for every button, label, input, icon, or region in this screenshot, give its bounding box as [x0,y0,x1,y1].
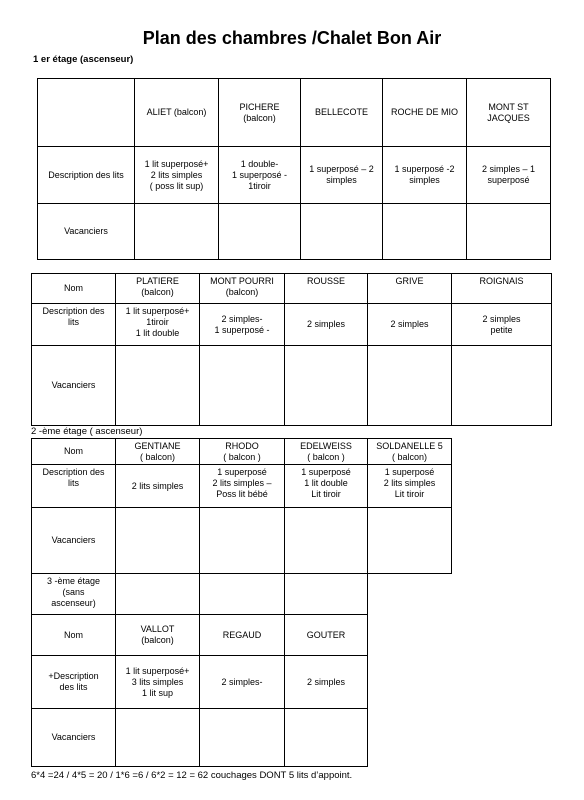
vacanciers-cell[interactable] [368,508,452,574]
row-header: Description des lits [32,304,116,346]
table-row [38,204,551,260]
footer-total: 6*4 =24 / 4*5 = 20 / 1*6 =6 / 6*2 = 12 = 62 couchages DONT 5 lits d’appoint. [31,770,353,781]
room-name: REGAUD [200,615,285,656]
table-row [32,615,452,656]
table-cell [200,574,285,615]
vacanciers-cell[interactable] [135,204,219,260]
room-name: BELLECOTE [301,79,383,147]
vacanciers-cell[interactable] [200,346,285,426]
bed-description: 1 superposé 2 lits simples Lit tiroir [368,465,452,508]
vacanciers-cell[interactable] [452,346,552,426]
bed-description: 1 lit superposé+ 2 lits simples ( poss lit sup) [135,147,219,204]
bed-description: 2 simples – 1 superposé [467,147,551,204]
bed-description: 1 superposé 1 lit double Lit tiroir [285,465,368,508]
table-row [32,709,452,767]
room-name: EDELWEISS ( balcon ) [285,439,368,465]
bed-description: 2 simples petite [452,304,552,346]
row-header: Vacanciers [32,346,116,426]
bed-description: 1 superposé – 2 simples [301,147,383,204]
row-header: Description des lits [38,147,135,204]
floor3-label: 3 -ème étage (sans ascenseur) [32,574,116,615]
bed-description: 1 lit superposé+ 3 lits simples 1 lit sup [116,656,200,709]
bed-description: 2 simples [368,304,452,346]
vacanciers-cell[interactable] [368,346,452,426]
vacanciers-cell[interactable] [200,508,285,574]
room-name: GOUTER [285,615,368,656]
table-row [38,147,551,204]
row-header: Description des lits [32,465,116,508]
row-header: +Description des lits [32,656,116,709]
bed-description: 2 simples [285,304,368,346]
floor1b-table [31,273,552,426]
bed-description: 2 simples [285,656,368,709]
floor1-label: 1 er étage (ascenseur) [33,54,134,65]
table-row [32,656,452,709]
table-cell [368,574,452,615]
row-header: Nom [32,615,116,656]
table-row [32,508,452,574]
table-cell [368,709,452,767]
bed-description: 1 double- 1 superposé - 1tiroir [219,147,301,204]
bed-description: 1 lit superposé+ 1tiroir 1 lit double [116,304,200,346]
bed-description: 1 superposé -2 simples [383,147,467,204]
row-header: Vacanciers [38,204,135,260]
table-row [32,439,452,465]
table-row [32,346,552,426]
room-name: PLATIERE (balcon) [116,274,200,304]
bed-description: 2 lits simples [116,465,200,508]
row-header: Vacanciers [32,709,116,767]
vacanciers-cell[interactable] [285,346,368,426]
vacanciers-cell[interactable] [467,204,551,260]
room-name: ROIGNAIS [452,274,552,304]
table-row [32,304,552,346]
room-name: GENTIANE ( balcon) [116,439,200,465]
table-cell [38,79,135,147]
table-cell [285,574,368,615]
vacanciers-cell[interactable] [383,204,467,260]
room-name: ALIET (balcon) [135,79,219,147]
bed-description: 2 simples- [200,656,285,709]
table-row [32,274,552,304]
row-header: Nom [32,274,116,304]
table-cell [116,574,200,615]
vacanciers-cell[interactable] [219,204,301,260]
table-row [32,465,452,508]
vacanciers-cell[interactable] [285,709,368,767]
vacanciers-cell[interactable] [301,204,383,260]
row-header: Nom [32,439,116,465]
room-name: GRIVE [368,274,452,304]
bed-description: 2 simples- 1 superposé - [200,304,285,346]
vacanciers-cell[interactable] [116,709,200,767]
room-name: VALLOT (balcon) [116,615,200,656]
room-name: SOLDANELLE 5 ( balcon) [368,439,452,465]
room-name: MONT POURRI (balcon) [200,274,285,304]
floor2-label: 2 -ème étage ( ascenseur) [31,426,143,437]
table-row [32,574,452,615]
table-cell [368,615,452,656]
room-name: PICHERE (balcon) [219,79,301,147]
page-title: Plan des chambres /Chalet Bon Air [142,28,442,48]
room-name: RHODO ( balcon ) [200,439,285,465]
room-name: MONT ST JACQUES [467,79,551,147]
vacanciers-cell[interactable] [116,346,200,426]
table-row [38,79,551,147]
room-name: ROUSSE [285,274,368,304]
vacanciers-cell[interactable] [285,508,368,574]
table-cell [368,656,452,709]
floor1-table [37,78,551,260]
room-name: ROCHE DE MIO [383,79,467,147]
bed-description: 1 superposé 2 lits simples – Poss lit bébé [200,465,285,508]
vacanciers-cell[interactable] [116,508,200,574]
row-header: Vacanciers [32,508,116,574]
floor2-3-table [31,438,452,767]
vacanciers-cell[interactable] [200,709,285,767]
